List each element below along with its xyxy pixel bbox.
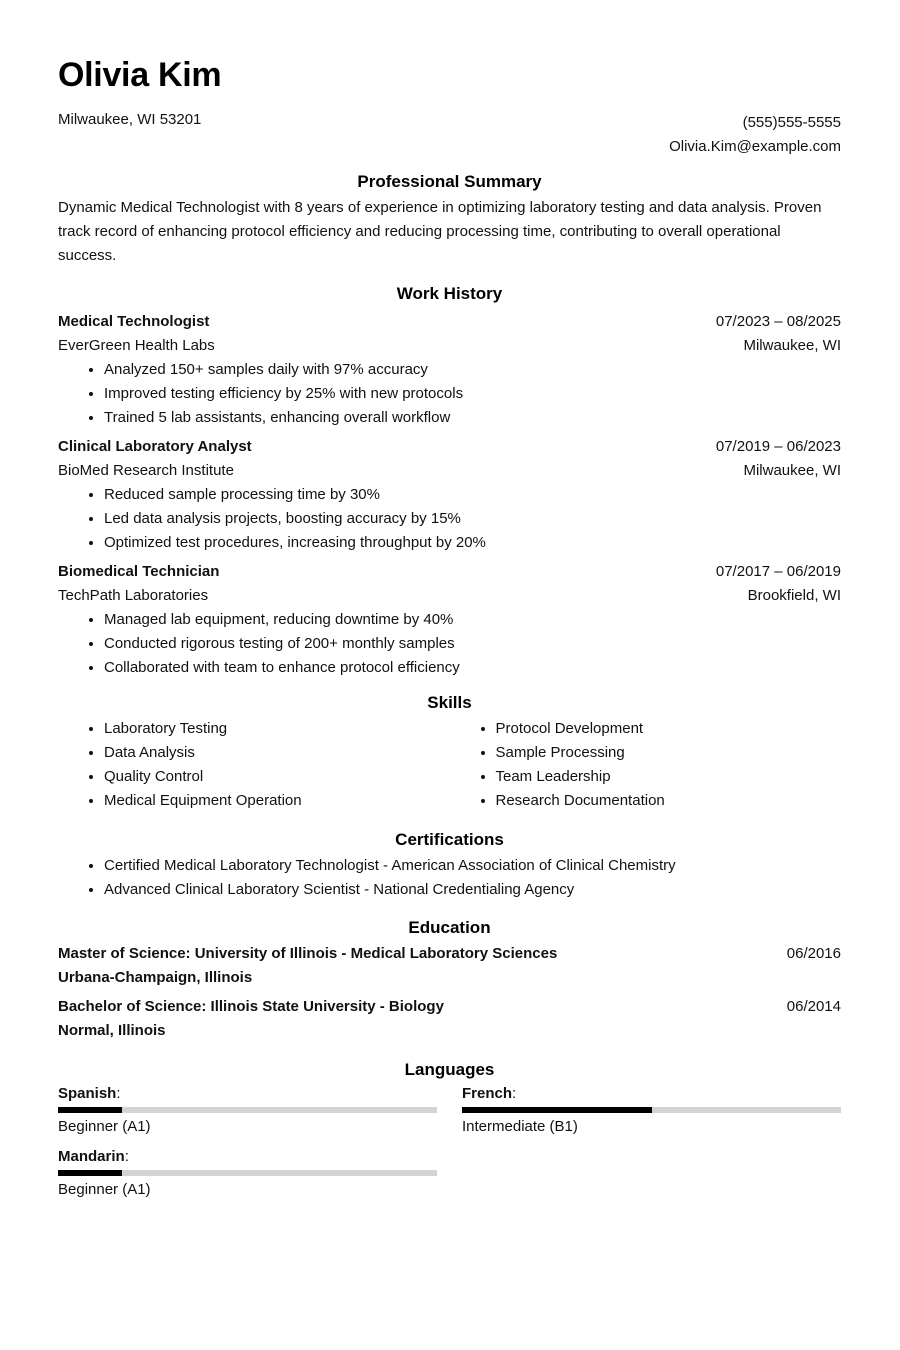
skills-left-list bbox=[58, 717, 450, 813]
education-entry bbox=[58, 995, 841, 1043]
education-entry bbox=[58, 942, 841, 990]
job-dates: 07/2019 – 06/2023 bbox=[715, 438, 841, 455]
skill-item: • Team Leadership bbox=[496, 765, 842, 789]
proficiency-fill bbox=[462, 1107, 652, 1113]
section-title-education: Education bbox=[408, 918, 491, 937]
work-history-section bbox=[58, 282, 841, 680]
proficiency-bar bbox=[58, 1170, 437, 1176]
section-title-certifications: Certifications bbox=[395, 830, 504, 849]
skill-item: • Research Documentation bbox=[496, 789, 842, 813]
certifications-list bbox=[58, 854, 841, 902]
proficiency-bar bbox=[462, 1107, 841, 1113]
language-entry: Mandarin: Beginner (A1) bbox=[58, 1147, 437, 1202]
job-location: Milwaukee, WI bbox=[743, 462, 841, 479]
language-level: Beginner (A1) bbox=[58, 1118, 151, 1135]
job-dates: 07/2017 – 06/2019 bbox=[715, 563, 841, 580]
language-entry: French: Intermediate (B1) bbox=[462, 1084, 841, 1139]
phone: (555)555-5555 bbox=[742, 114, 841, 131]
summary-section bbox=[58, 170, 841, 268]
job-entry bbox=[58, 435, 841, 555]
language-name: Mandarin bbox=[58, 1148, 125, 1165]
skills-columns bbox=[58, 717, 841, 813]
proficiency-fill bbox=[58, 1107, 122, 1113]
job-bullets bbox=[58, 608, 841, 680]
job-entry bbox=[58, 560, 841, 680]
language-name: Spanish bbox=[58, 1085, 117, 1102]
bullet: • Trained 5 lab assistants, enhancing overall workflow bbox=[104, 406, 841, 430]
language-level: Beginner (A1) bbox=[58, 1181, 151, 1198]
bullet: • Optimized test procedures, increasing throughput by 20% bbox=[104, 531, 841, 555]
degree: Bachelor of Science: Illinois State University - Biology bbox=[58, 998, 444, 1015]
degree: Master of Science: University of Illinois - Medical Laboratory Sciences bbox=[58, 945, 558, 962]
skill-item: • Laboratory Testing bbox=[104, 717, 450, 741]
candidate-name: Olivia Kim bbox=[58, 56, 222, 94]
email: Olivia.Kim@example.com bbox=[669, 138, 841, 155]
job-entry bbox=[58, 310, 841, 430]
skill-item: • Medical Equipment Operation bbox=[104, 789, 450, 813]
company: BioMed Research Institute bbox=[58, 462, 234, 479]
proficiency-fill bbox=[58, 1170, 122, 1176]
section-title-work: Work History bbox=[396, 284, 503, 303]
school-location: Normal, Illinois bbox=[58, 1022, 166, 1039]
certification-item: • Certified Medical Laboratory Technologist - American Association of Clinical Chemistry bbox=[104, 854, 841, 878]
language-entry: Spanish: Beginner (A1) bbox=[58, 1084, 437, 1139]
section-title-summary: Professional Summary bbox=[357, 172, 542, 191]
job-bullets bbox=[58, 358, 841, 430]
job-title: Biomedical Technician bbox=[58, 563, 220, 580]
skill-item: • Sample Processing bbox=[496, 741, 842, 765]
job-location: Milwaukee, WI bbox=[743, 337, 841, 354]
skill-item: • Protocol Development bbox=[496, 717, 842, 741]
language-name: French bbox=[462, 1085, 513, 1102]
company: TechPath Laboratories bbox=[58, 587, 209, 604]
skills-right-list bbox=[450, 717, 842, 813]
section-title-languages: Languages bbox=[404, 1060, 495, 1079]
section-title-skills: Skills bbox=[427, 693, 472, 712]
location: Milwaukee, WI 53201 bbox=[58, 111, 202, 128]
bullet: • Managed lab equipment, reducing downtime by 40% bbox=[104, 608, 841, 632]
certification-item: • Advanced Clinical Laboratory Scientist - National Credentialing Agency bbox=[104, 878, 841, 902]
skill-item: • Quality Control bbox=[104, 765, 450, 789]
bullet: • Collaborated with team to enhance protocol efficiency bbox=[104, 656, 841, 680]
skills-section bbox=[58, 691, 841, 813]
company: EverGreen Health Labs bbox=[58, 337, 215, 354]
education-section bbox=[58, 916, 841, 1048]
summary-text: Dynamic Medical Technologist with 8 years of experience in optimizing laboratory testing and data analysis. Proven track record of enhancing protocol efficiency and reducing processing time, contributing to overall operational success. bbox=[58, 199, 822, 264]
proficiency-bar bbox=[58, 1107, 437, 1113]
languages-grid bbox=[58, 1084, 841, 1210]
bullet: • Analyzed 150+ samples daily with 97% accuracy bbox=[104, 358, 841, 382]
certifications-section bbox=[58, 828, 841, 902]
bullet: • Led data analysis projects, boosting accuracy by 15% bbox=[104, 507, 841, 531]
language-level: Intermediate (B1) bbox=[462, 1118, 578, 1135]
bullet: • Improved testing efficiency by 25% with new protocols bbox=[104, 382, 841, 406]
graduation-date: 06/2014 bbox=[786, 998, 841, 1015]
graduation-date: 06/2016 bbox=[786, 945, 841, 962]
languages-section bbox=[58, 1058, 841, 1210]
job-dates: 07/2023 – 08/2025 bbox=[715, 313, 841, 330]
school-location: Urbana-Champaign, Illinois bbox=[58, 969, 253, 986]
skill-item: • Data Analysis bbox=[104, 741, 450, 765]
job-title: Medical Technologist bbox=[58, 313, 210, 330]
job-title: Clinical Laboratory Analyst bbox=[58, 438, 252, 455]
job-bullets bbox=[58, 483, 841, 555]
bullet: • Reduced sample processing time by 30% bbox=[104, 483, 841, 507]
contact-info bbox=[669, 111, 841, 159]
bullet: • Conducted rigorous testing of 200+ monthly samples bbox=[104, 632, 841, 656]
job-location: Brookfield, WI bbox=[747, 587, 841, 604]
